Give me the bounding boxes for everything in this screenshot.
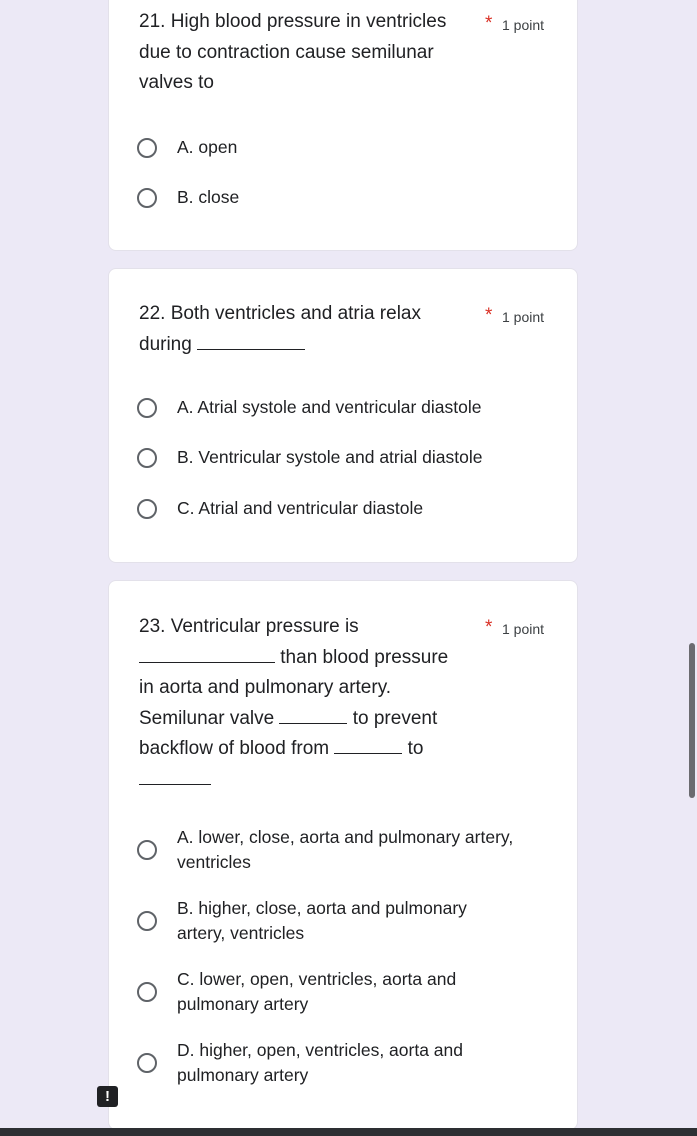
question-title — [139, 612, 469, 795]
question-title-line: 21. High blood pressure in ventricles — [139, 11, 447, 32]
radio-button[interactable] — [137, 448, 157, 468]
question-card-22 — [108, 268, 578, 563]
alert-icon[interactable]: ! — [97, 1086, 118, 1107]
question-title — [139, 7, 469, 99]
option-label-line: pulmonary artery — [177, 1065, 309, 1085]
option-label: C. Atrial and ventricular diastole — [177, 498, 424, 518]
question-title-line: due to contraction cause semilunar — [139, 41, 434, 63]
title-text: than blood pressure — [280, 646, 449, 668]
answer-blank — [139, 644, 275, 663]
answer-blank — [334, 735, 402, 754]
option-label: A. Atrial systole and ventricular diastole — [177, 397, 482, 417]
bottom-bar — [0, 1128, 697, 1136]
option-d[interactable] — [137, 1038, 537, 1088]
option-label-line: artery, ventricles — [177, 923, 305, 943]
radio-button[interactable] — [137, 982, 157, 1002]
radio-button[interactable] — [137, 911, 157, 931]
option-b[interactable] — [137, 896, 537, 946]
question-title — [139, 299, 469, 360]
option-label — [177, 825, 537, 875]
required-asterisk: * — [485, 305, 493, 326]
question-card-21 — [108, 0, 578, 251]
points-label: 1 point — [502, 17, 545, 33]
option-label — [177, 967, 537, 1017]
required-asterisk: * — [485, 13, 493, 34]
radio-button[interactable] — [137, 188, 157, 208]
option-a[interactable] — [137, 825, 537, 875]
scrollbar-thumb[interactable] — [689, 643, 695, 798]
title-text: to — [407, 738, 424, 759]
option-label-line: A. lower, close, aorta and pulmonary artery, — [177, 827, 514, 847]
question-title-line: in aorta and pulmonary artery. — [139, 677, 392, 698]
radio-button[interactable] — [137, 1053, 157, 1073]
title-text: backflow of blood from — [139, 738, 330, 759]
option-c[interactable] — [137, 496, 537, 521]
option-label — [177, 896, 537, 946]
question-title-line — [139, 734, 469, 765]
option-a[interactable] — [137, 395, 537, 420]
radio-button[interactable] — [137, 499, 157, 519]
question-title-line — [139, 765, 469, 796]
required-asterisk: * — [485, 617, 493, 638]
answer-blank — [197, 331, 305, 350]
option-b[interactable] — [137, 445, 537, 470]
question-card-23 — [108, 580, 578, 1130]
question-title-line: 22. Both ventricles and atria relax — [139, 303, 421, 324]
option-label-line: ventricles — [177, 852, 251, 872]
option-label: A. open — [177, 137, 238, 157]
option-label-line: pulmonary artery — [177, 994, 309, 1014]
answer-blank — [139, 766, 211, 785]
option-label: B. close — [177, 187, 240, 207]
option-label-line: B. higher, close, aorta and pulmonary — [177, 898, 467, 918]
option-label-line: D. higher, open, ventricles, aorta and — [177, 1040, 464, 1060]
radio-button[interactable] — [137, 398, 157, 418]
title-text: during — [139, 333, 192, 355]
question-title-line: valves to — [139, 72, 214, 93]
points-label: 1 point — [502, 309, 545, 325]
question-title-line — [139, 704, 469, 735]
answer-blank — [279, 705, 347, 724]
option-a[interactable] — [137, 135, 537, 160]
points-label: 1 point — [502, 621, 545, 637]
question-title-line — [139, 330, 469, 361]
option-b[interactable] — [137, 185, 537, 210]
radio-button[interactable] — [137, 840, 157, 860]
title-text: to prevent — [352, 707, 438, 729]
question-title-line: 23. Ventricular pressure is — [139, 616, 359, 637]
option-label: B. Ventricular systole and atrial diastole — [177, 447, 483, 467]
title-text: Semilunar valve — [139, 707, 275, 729]
option-label-line: C. lower, open, ventricles, aorta and — [177, 969, 457, 989]
option-label — [177, 1038, 537, 1088]
question-title-line — [139, 643, 469, 674]
radio-button[interactable] — [137, 138, 157, 158]
option-c[interactable] — [137, 967, 537, 1017]
